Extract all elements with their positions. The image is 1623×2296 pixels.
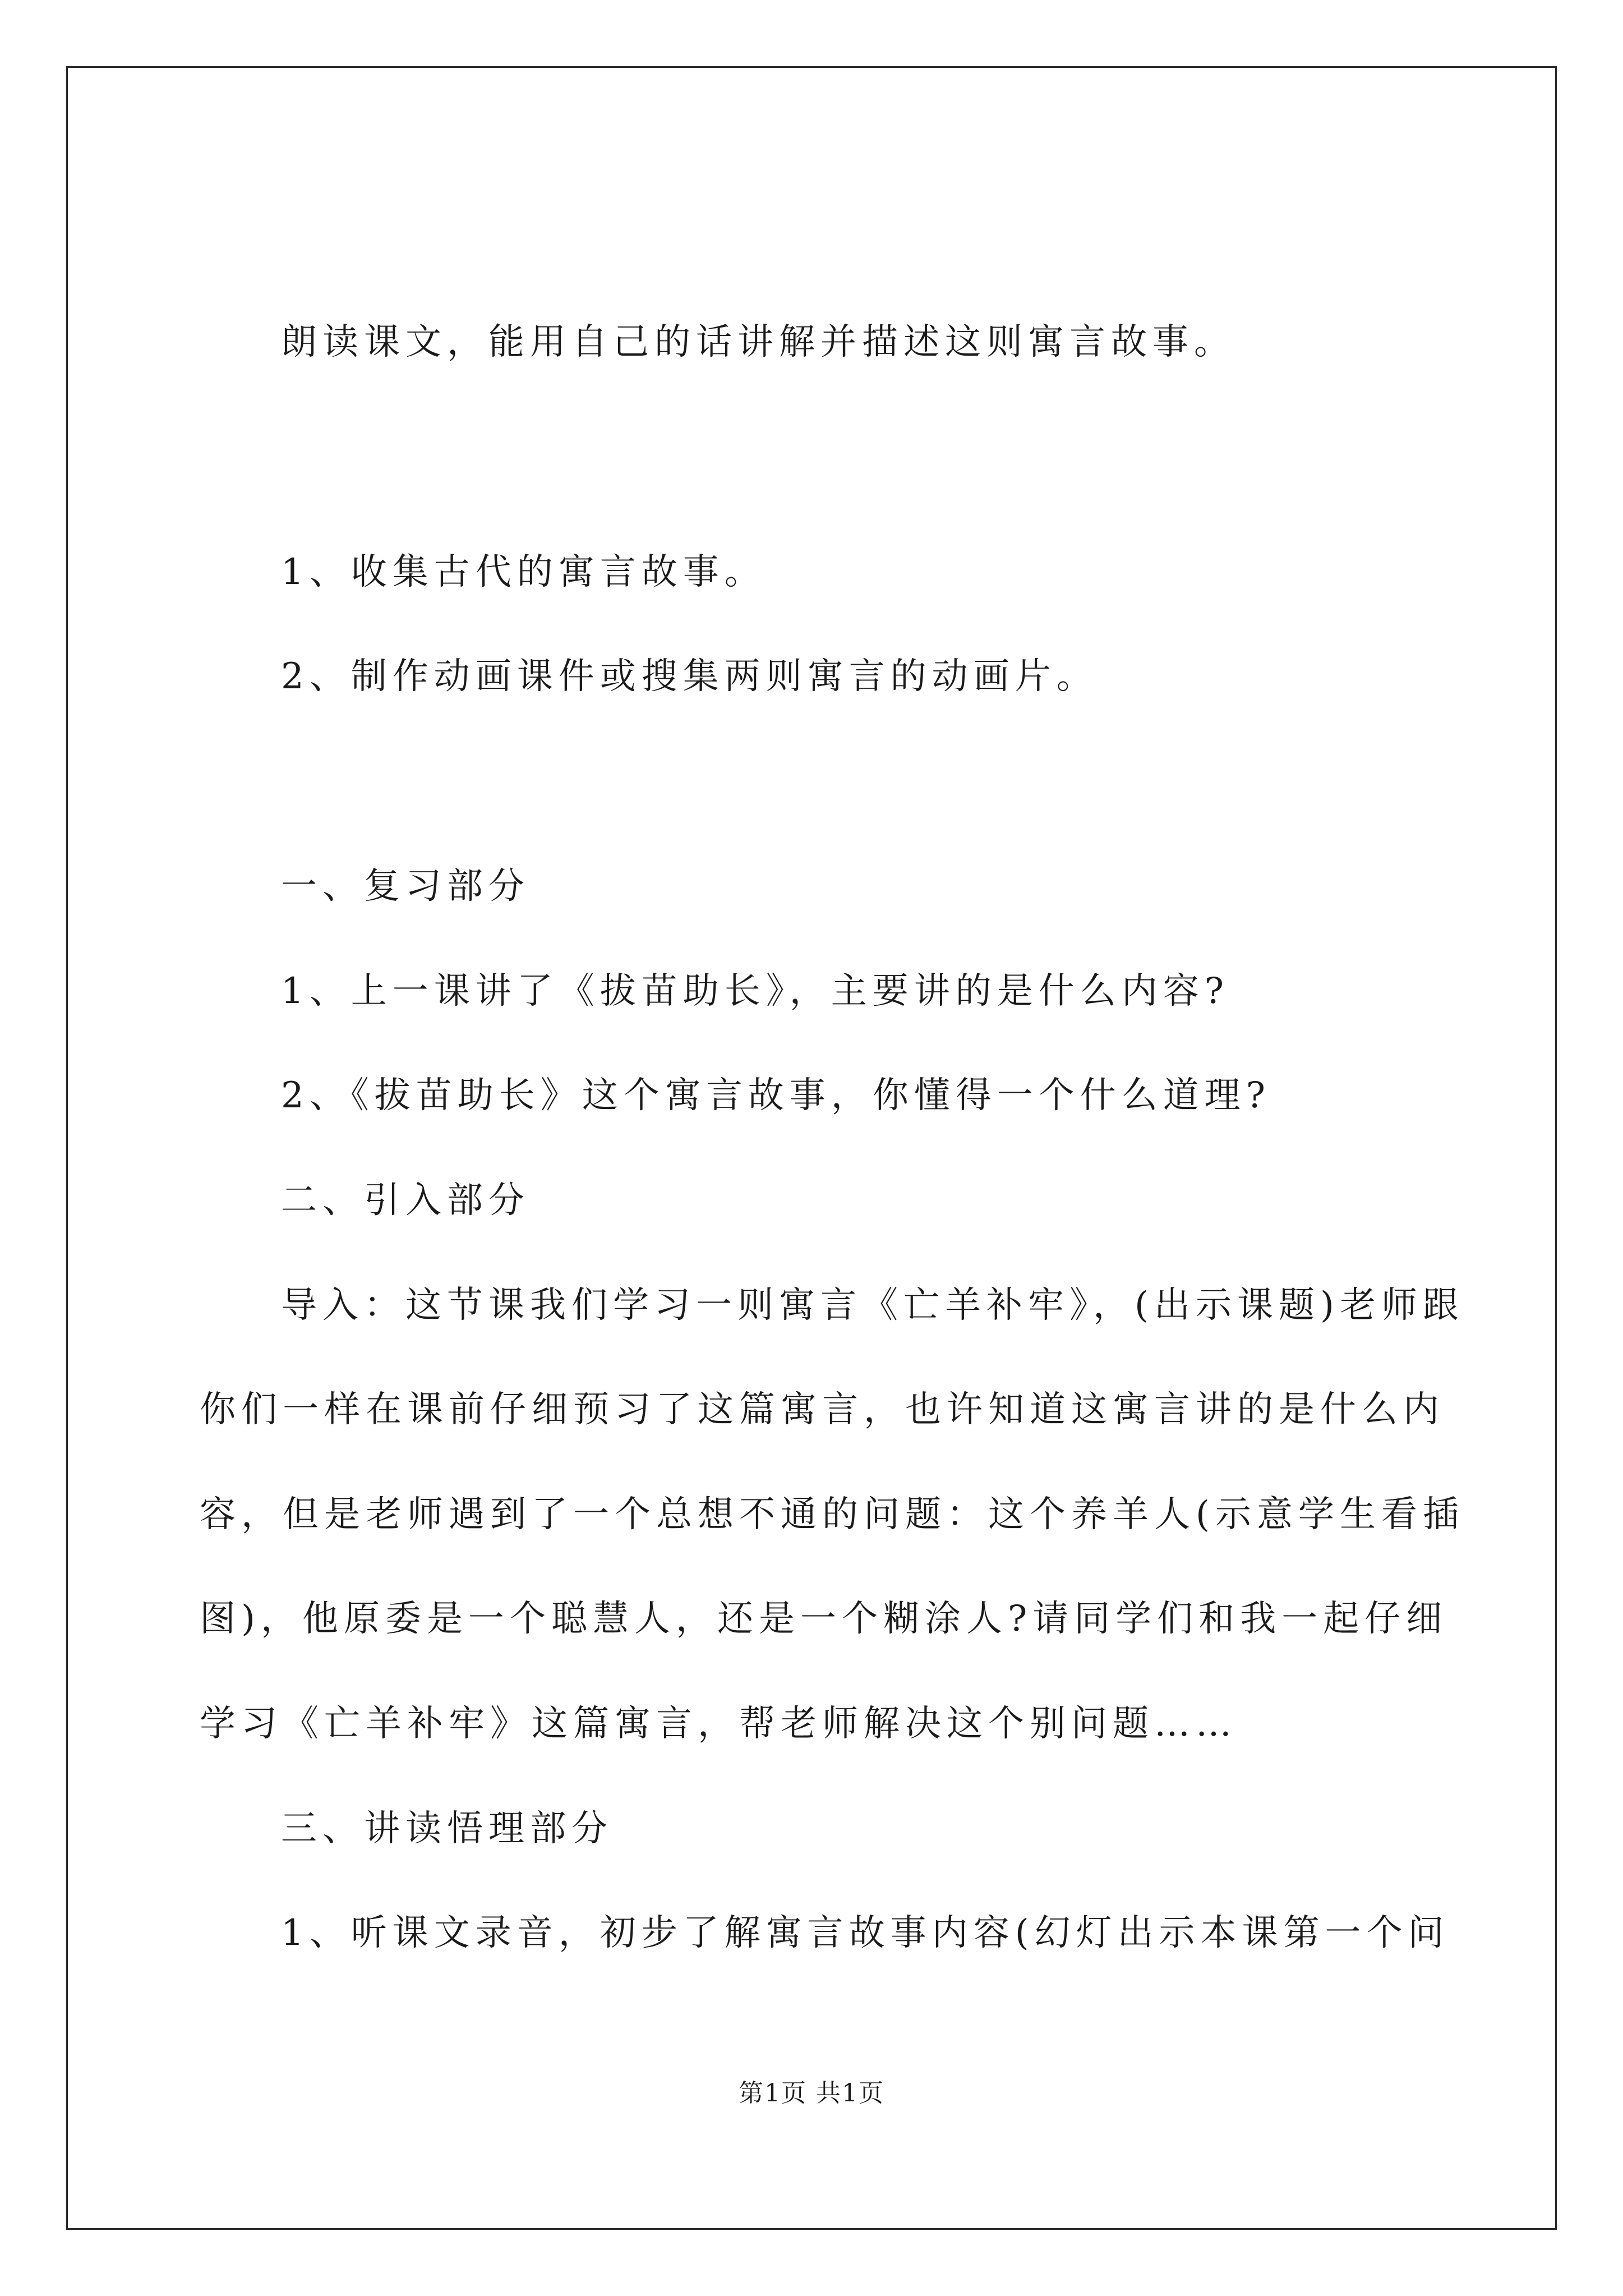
reading-step-1: 1、听课文录音，初步了解寓言故事内容(幻灯出示本课第一个问 (281, 1912, 1450, 1954)
prep-item-2: 2、制作动画课件或搜集两则寓言的动画片。 (281, 656, 1098, 697)
page-border (66, 66, 1557, 2230)
intro-paragraph-line-4: 图)，他原委是一个聪慧人，还是一个糊涂人?请同学们和我一起仔细 (200, 1598, 1448, 1640)
review-question-1: 1、上一课讲了《拔苗助长》，主要讲的是什么内容? (281, 970, 1230, 1012)
section-heading-review: 一、复习部分 (281, 866, 530, 907)
section-heading-intro: 二、引入部分 (281, 1180, 530, 1221)
intro-paragraph-line-3: 容，但是老师遇到了一个总想不通的问题：这个养羊人(示意学生看插 (200, 1494, 1464, 1535)
intro-paragraph-line-2: 你们一样在课前仔细预习了这篇寓言，也许知道这寓言讲的是什么内 (200, 1389, 1445, 1430)
section-heading-reading: 三、讲读悟理部分 (281, 1808, 613, 1849)
page-number-footer: 第1页 共1页 (739, 2079, 884, 2108)
intro-paragraph-line-1: 导入：这节课我们学习一则寓言《亡羊补牢》，(出示课题)老师跟 (281, 1285, 1464, 1326)
review-question-2: 2、《拔苗助长》这个寓言故事，你懂得一个什么道理? (281, 1075, 1271, 1116)
intro-paragraph-line-5: 学习《亡羊补牢》这篇寓言，帮老师解决这个别问题…… (200, 1703, 1237, 1745)
paragraph-objective: 朗读课文，能用自己的话讲解并描述这则寓言故事。 (281, 321, 1235, 363)
prep-item-1: 1、收集古代的寓言故事。 (281, 551, 766, 593)
